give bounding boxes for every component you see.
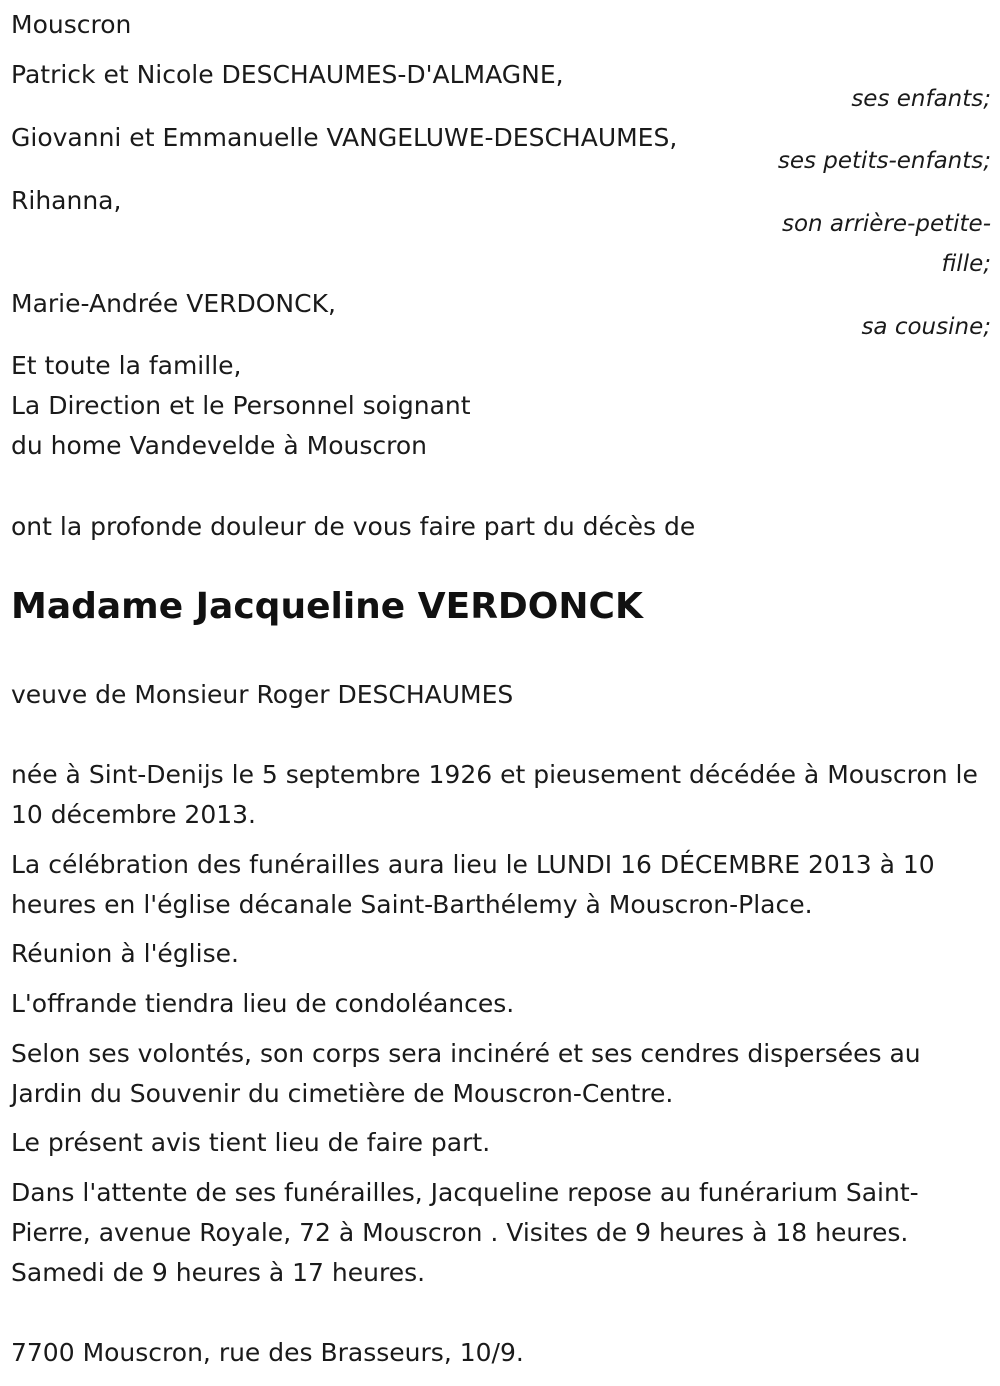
city-header: Mouscron [11, 10, 132, 39]
family-member-children: Patrick et Nicole DESCHAUMES-D'ALMAGNE, [11, 60, 564, 89]
others-line-family: Et toute la famille, [11, 351, 242, 380]
notice-paragraph: Le présent avis tient lieu de faire part. [11, 1128, 491, 1157]
relation-great-granddaughter-line1: son arrière-petite- [781, 211, 991, 237]
announcement-text: ont la profonde douleur de vous faire part du décès de [11, 512, 696, 541]
address-line: 7700 Mouscron, rue des Brasseurs, 10/9. [11, 1338, 524, 1367]
others-line-home: du home Vandevelde à Mouscron [11, 431, 427, 460]
widow-of-text: veuve de Monsieur Roger DESCHAUMES [11, 680, 514, 709]
others-line-staff: La Direction et le Personnel soignant [11, 391, 471, 420]
offering-paragraph: L'offrande tiendra lieu de condoléances. [11, 989, 515, 1018]
relation-grandchildren: ses petits-enfants; [777, 148, 991, 174]
ceremony-paragraph: La célébration des funérailles aura lieu le LUNDI 16 DÉCEMBRE 2013 à 10 heures en l'église décanale Saint-Barthélemy à Mouscron-Place. [11, 850, 935, 919]
relation-cousin: sa cousine; [861, 314, 991, 340]
visits-paragraph: Dans l'attente de ses funérailles, Jacqueline repose au funérarium Saint-Pierre, avenue Royale, 72 à Mouscron . Visites de 9 heures à 18 heures. Samedi de 9 heures à 17 heures. [11, 1178, 919, 1287]
meeting-paragraph: Réunion à l'église. [11, 939, 239, 968]
deceased-name: Madame Jacqueline VERDONCK [11, 586, 643, 627]
obituary-notice [11, 0, 991, 1386]
relation-great-granddaughter-line2: fille; [941, 251, 991, 277]
wishes-paragraph: Selon ses volontés, son corps sera incinéré et ses cendres dispersées au Jardin du Souvenir du cimetière de Mouscron-Centre. [11, 1039, 921, 1108]
family-member-great-granddaughter: Rihanna, [11, 186, 122, 215]
family-member-cousin: Marie-Andrée VERDONCK, [11, 289, 336, 318]
birth-death-paragraph: née à Sint-Denijs le 5 septembre 1926 et pieusement décédée à Mouscron le 10 décembre 2013. [11, 760, 978, 829]
relation-children: ses enfants; [851, 86, 991, 112]
family-member-grandchildren: Giovanni et Emmanuelle VANGELUWE-DESCHAUMES, [11, 123, 678, 152]
